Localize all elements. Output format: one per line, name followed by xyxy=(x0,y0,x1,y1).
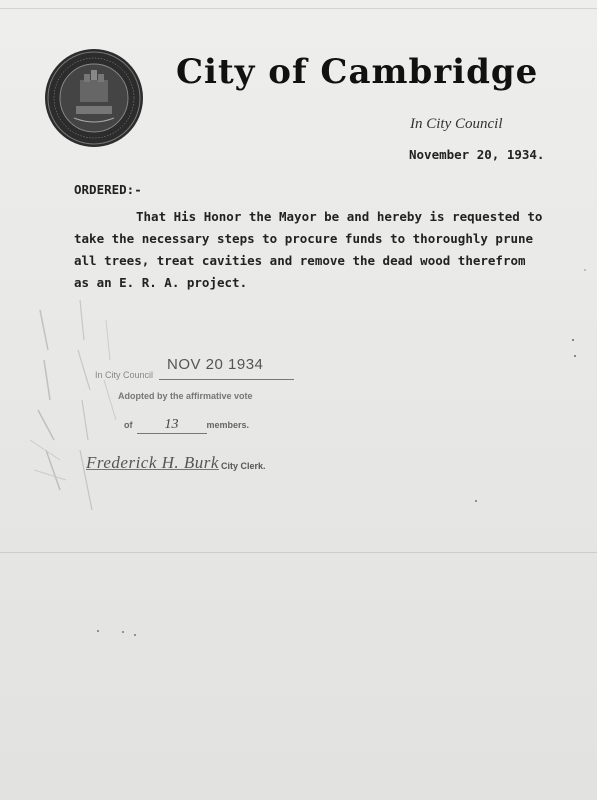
clerk-title: City Clerk. xyxy=(221,461,266,471)
vote-of-label: of xyxy=(124,420,133,430)
order-line: take the necessary steps to procure funds to thoroughly prune xyxy=(74,231,534,246)
letterhead-title: City of Cambridge xyxy=(176,52,539,92)
ordered-heading: ORDERED:- xyxy=(74,182,142,197)
received-date-stamp: NOV 20 1934 xyxy=(167,356,264,373)
order-line: That His Honor the Mayor be and hereby is requested to xyxy=(136,209,543,224)
stamp-council-label: In City Council xyxy=(95,370,154,380)
members-label: members. xyxy=(206,420,250,430)
clerk-signature: Frederick H. Burk xyxy=(86,453,219,472)
vote-count: 13 xyxy=(137,417,207,434)
order-line: all trees, treat cavities and remove the dead wood therefrom xyxy=(74,253,526,268)
council-heading: In City Council xyxy=(410,116,503,132)
adopted-vote-text: Adopted by the affirmative vote xyxy=(118,391,253,401)
order-line: as an E. R. A. project. xyxy=(74,275,248,290)
document-date: November 20, 1934. xyxy=(409,147,545,162)
